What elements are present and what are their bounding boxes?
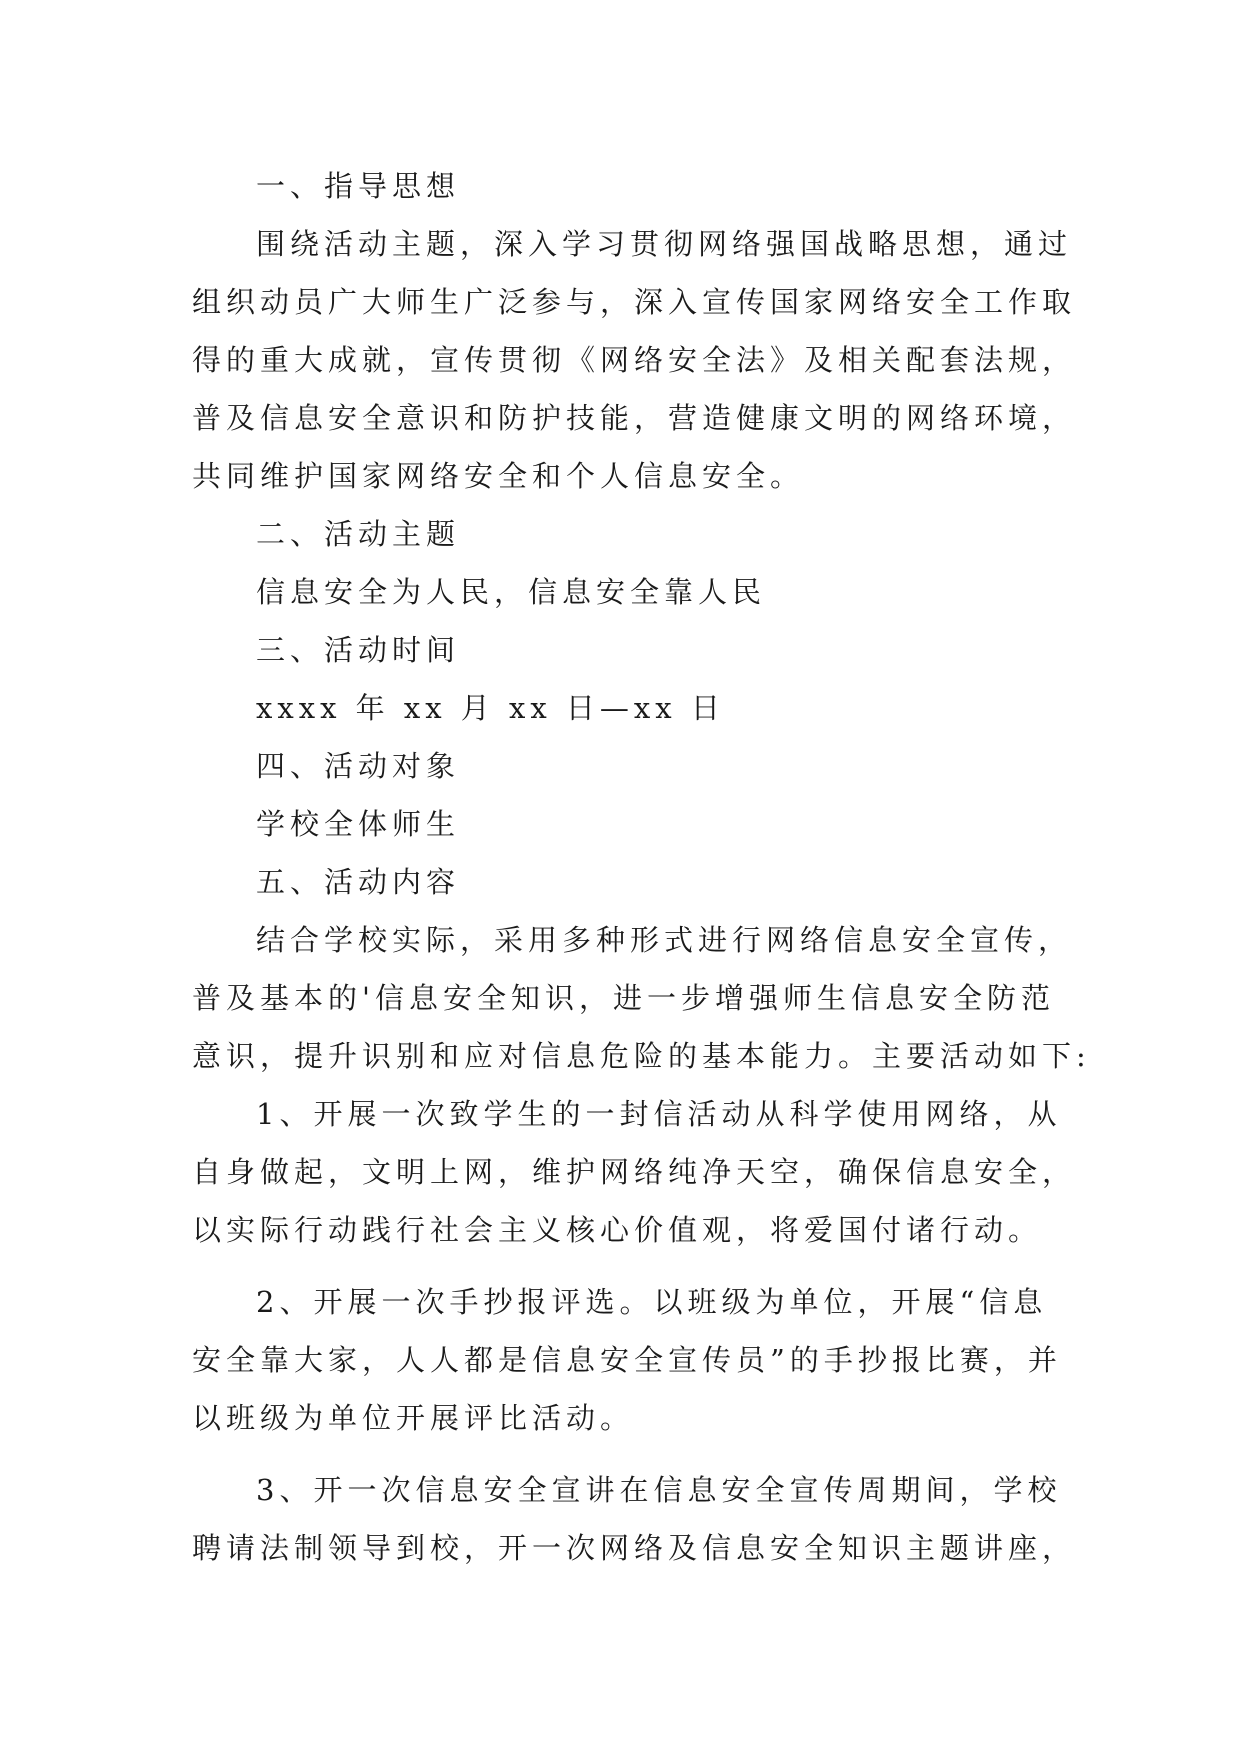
section-heading-theme: 二、活动主题 [256,517,461,551]
paragraph-line: 聘请法制领导到校，开一次网络及信息安全知识主题讲座， [192,1531,1077,1565]
paragraph-line: 3、开一次信息安全宣讲在信息安全宣传周期间，学校 [256,1473,1062,1507]
paragraph-line: 2、开展一次手抄报评选。以班级为单位，开展“信息 [256,1285,1048,1319]
time-text: xxxx 年 xx 月 xx 日—xx 日 [256,691,725,725]
section-heading-guiding-ideology: 一、指导思想 [256,169,461,203]
paragraph-line: 1、开展一次致学生的一封信活动从科学使用网络，从 [256,1097,1062,1131]
guiding-ideology-paragraph [192,215,1077,505]
paragraph-line: 组织动员广大师生广泛参与，深入宣传国家网络安全工作取 [192,285,1077,319]
document-body [192,157,1091,1577]
audience-text: 学校全体师生 [256,807,461,841]
paragraph-line: 结合学校实际，采用多种形式进行网络信息安全宣传， [256,923,1073,957]
paragraph-line: 安全靠大家，人人都是信息安全宣传员”的手抄报比赛，并 [192,1343,1062,1377]
section-heading-audience: 四、活动对象 [256,749,461,783]
content-paragraph [192,911,1091,1085]
paragraph-line: 以实际行动践行社会主义核心价值观，将爱国付诸行动。 [192,1213,1043,1247]
paragraph-line: 普及基本的'信息安全知识，进一步增强师生信息安全防范 [192,981,1055,1015]
section-heading-content: 五、活动内容 [256,865,461,899]
paragraph-line: 共同维护国家网络安全和个人信息安全。 [192,459,805,493]
paragraph-spacer [192,1447,1054,1461]
section-heading-time: 三、活动时间 [256,633,461,667]
theme-text: 信息安全为人民，信息安全靠人民 [256,575,767,609]
paragraph-line: 以班级为单位开展评比活动。 [192,1401,635,1435]
paragraph-line: 普及信息安全意识和防护技能，营造健康文明的网络环境， [192,401,1077,435]
paragraph-line: 意识，提升识别和应对信息危险的基本能力。主要活动如下: [192,1039,1091,1073]
paragraph-line: 得的重大成就，宣传贯彻《网络安全法》及相关配套法规， [192,343,1077,377]
paragraph-line: 自身做起，文明上网，维护网络纯净天空，确保信息安全， [192,1155,1077,1189]
paragraph-spacer [192,1259,1054,1273]
activity-item-3 [192,1461,1077,1577]
activity-item-1 [192,1085,1077,1259]
paragraph-line: 围绕活动主题，深入学习贯彻网络强国战略思想，通过 [256,227,1073,261]
activity-item-2 [192,1273,1062,1447]
